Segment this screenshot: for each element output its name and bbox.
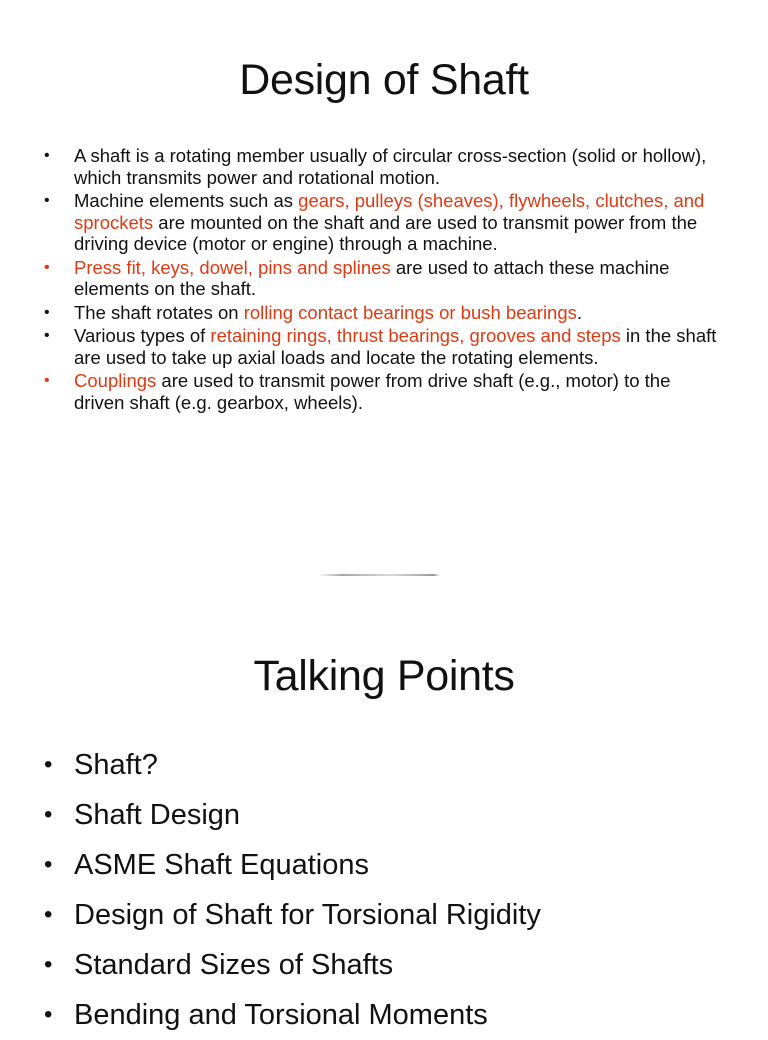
highlighted-text: rolling contact bearings or bush bearings xyxy=(243,301,577,323)
bullet-text: are used to transmit power from drive shaft (e.g., motor) to the driven shaft (e.g. gearbox, wheels). xyxy=(74,370,671,413)
bullet-dot-icon: • xyxy=(44,372,50,389)
bullet-dot-icon: • xyxy=(44,192,50,209)
bullet-item xyxy=(44,370,724,413)
talking-point-text: Standard Sizes of Shafts xyxy=(74,949,394,981)
talking-point-text: Design of Shaft for Torsional Rigidity xyxy=(74,899,541,931)
slide-title: Talking Points xyxy=(253,652,515,700)
bullet-text: . xyxy=(576,301,583,323)
bullet-text: in the shaft are used to take up axial loads and locate the rotating elements. xyxy=(74,325,717,368)
talking-point-item xyxy=(44,790,744,840)
bullet-text: Various types of xyxy=(74,325,211,346)
highlighted-text: Couplings xyxy=(74,370,157,391)
bullet-dot-icon: • xyxy=(44,147,50,164)
bullet-item xyxy=(44,190,724,255)
bullet-dot-icon: • xyxy=(44,303,50,321)
slide-design-of-shaft xyxy=(0,0,768,500)
bullet-dot-icon: • xyxy=(44,327,50,344)
talking-point-text: Bending and Torsional Moments xyxy=(74,999,488,1031)
bullet-text: The shaft rotates on xyxy=(74,301,244,323)
talking-point-item xyxy=(44,840,744,890)
slide-title: Design of Shaft xyxy=(239,56,529,104)
talking-point-item xyxy=(44,940,744,990)
bullet-dot-icon: • xyxy=(44,951,53,978)
bullet-dot-icon: • xyxy=(44,801,53,828)
bullet-dot-icon: • xyxy=(44,1001,53,1028)
talking-point-text: ASME Shaft Equations xyxy=(74,849,369,881)
talking-point-item xyxy=(44,740,744,790)
bullet-list xyxy=(44,145,724,415)
talking-point-item xyxy=(44,890,744,940)
talking-point-text: Shaft Design xyxy=(74,799,241,831)
slide-talking-points xyxy=(0,600,768,1031)
page-divider xyxy=(318,574,440,576)
bullet-item xyxy=(44,325,724,368)
bullet-dot-icon: • xyxy=(44,751,53,778)
bullet-list xyxy=(44,740,744,1040)
bullet-text: A shaft is a rotating member usually of circular cross-section (solid or hollow), which transmits power and rotational motion. xyxy=(74,145,707,188)
highlighted-text: gears, pulleys (sheaves), flywheels, clutches, and sprockets xyxy=(74,190,705,233)
talking-point-text: Shaft? xyxy=(74,749,158,781)
bullet-text: are used to attach these machine elements on the shaft. xyxy=(74,256,670,299)
bullet-dot-icon: • xyxy=(44,851,53,878)
highlighted-text: retaining rings, thrust bearings, grooves and steps xyxy=(210,325,621,346)
bullet-dot-icon: • xyxy=(44,258,50,276)
bullet-item xyxy=(44,145,724,188)
bullet-item xyxy=(44,257,724,300)
bullet-text: are mounted on the shaft and are used to transmit power from the driving device (motor or engine) through a machine. xyxy=(74,211,698,254)
bullet-text: Machine elements such as xyxy=(74,190,299,211)
talking-point-item xyxy=(44,990,744,1040)
bullet-dot-icon: • xyxy=(44,901,53,928)
bullet-item xyxy=(44,302,724,324)
highlighted-text: Press fit, keys, dowel, pins and splines xyxy=(74,256,391,278)
